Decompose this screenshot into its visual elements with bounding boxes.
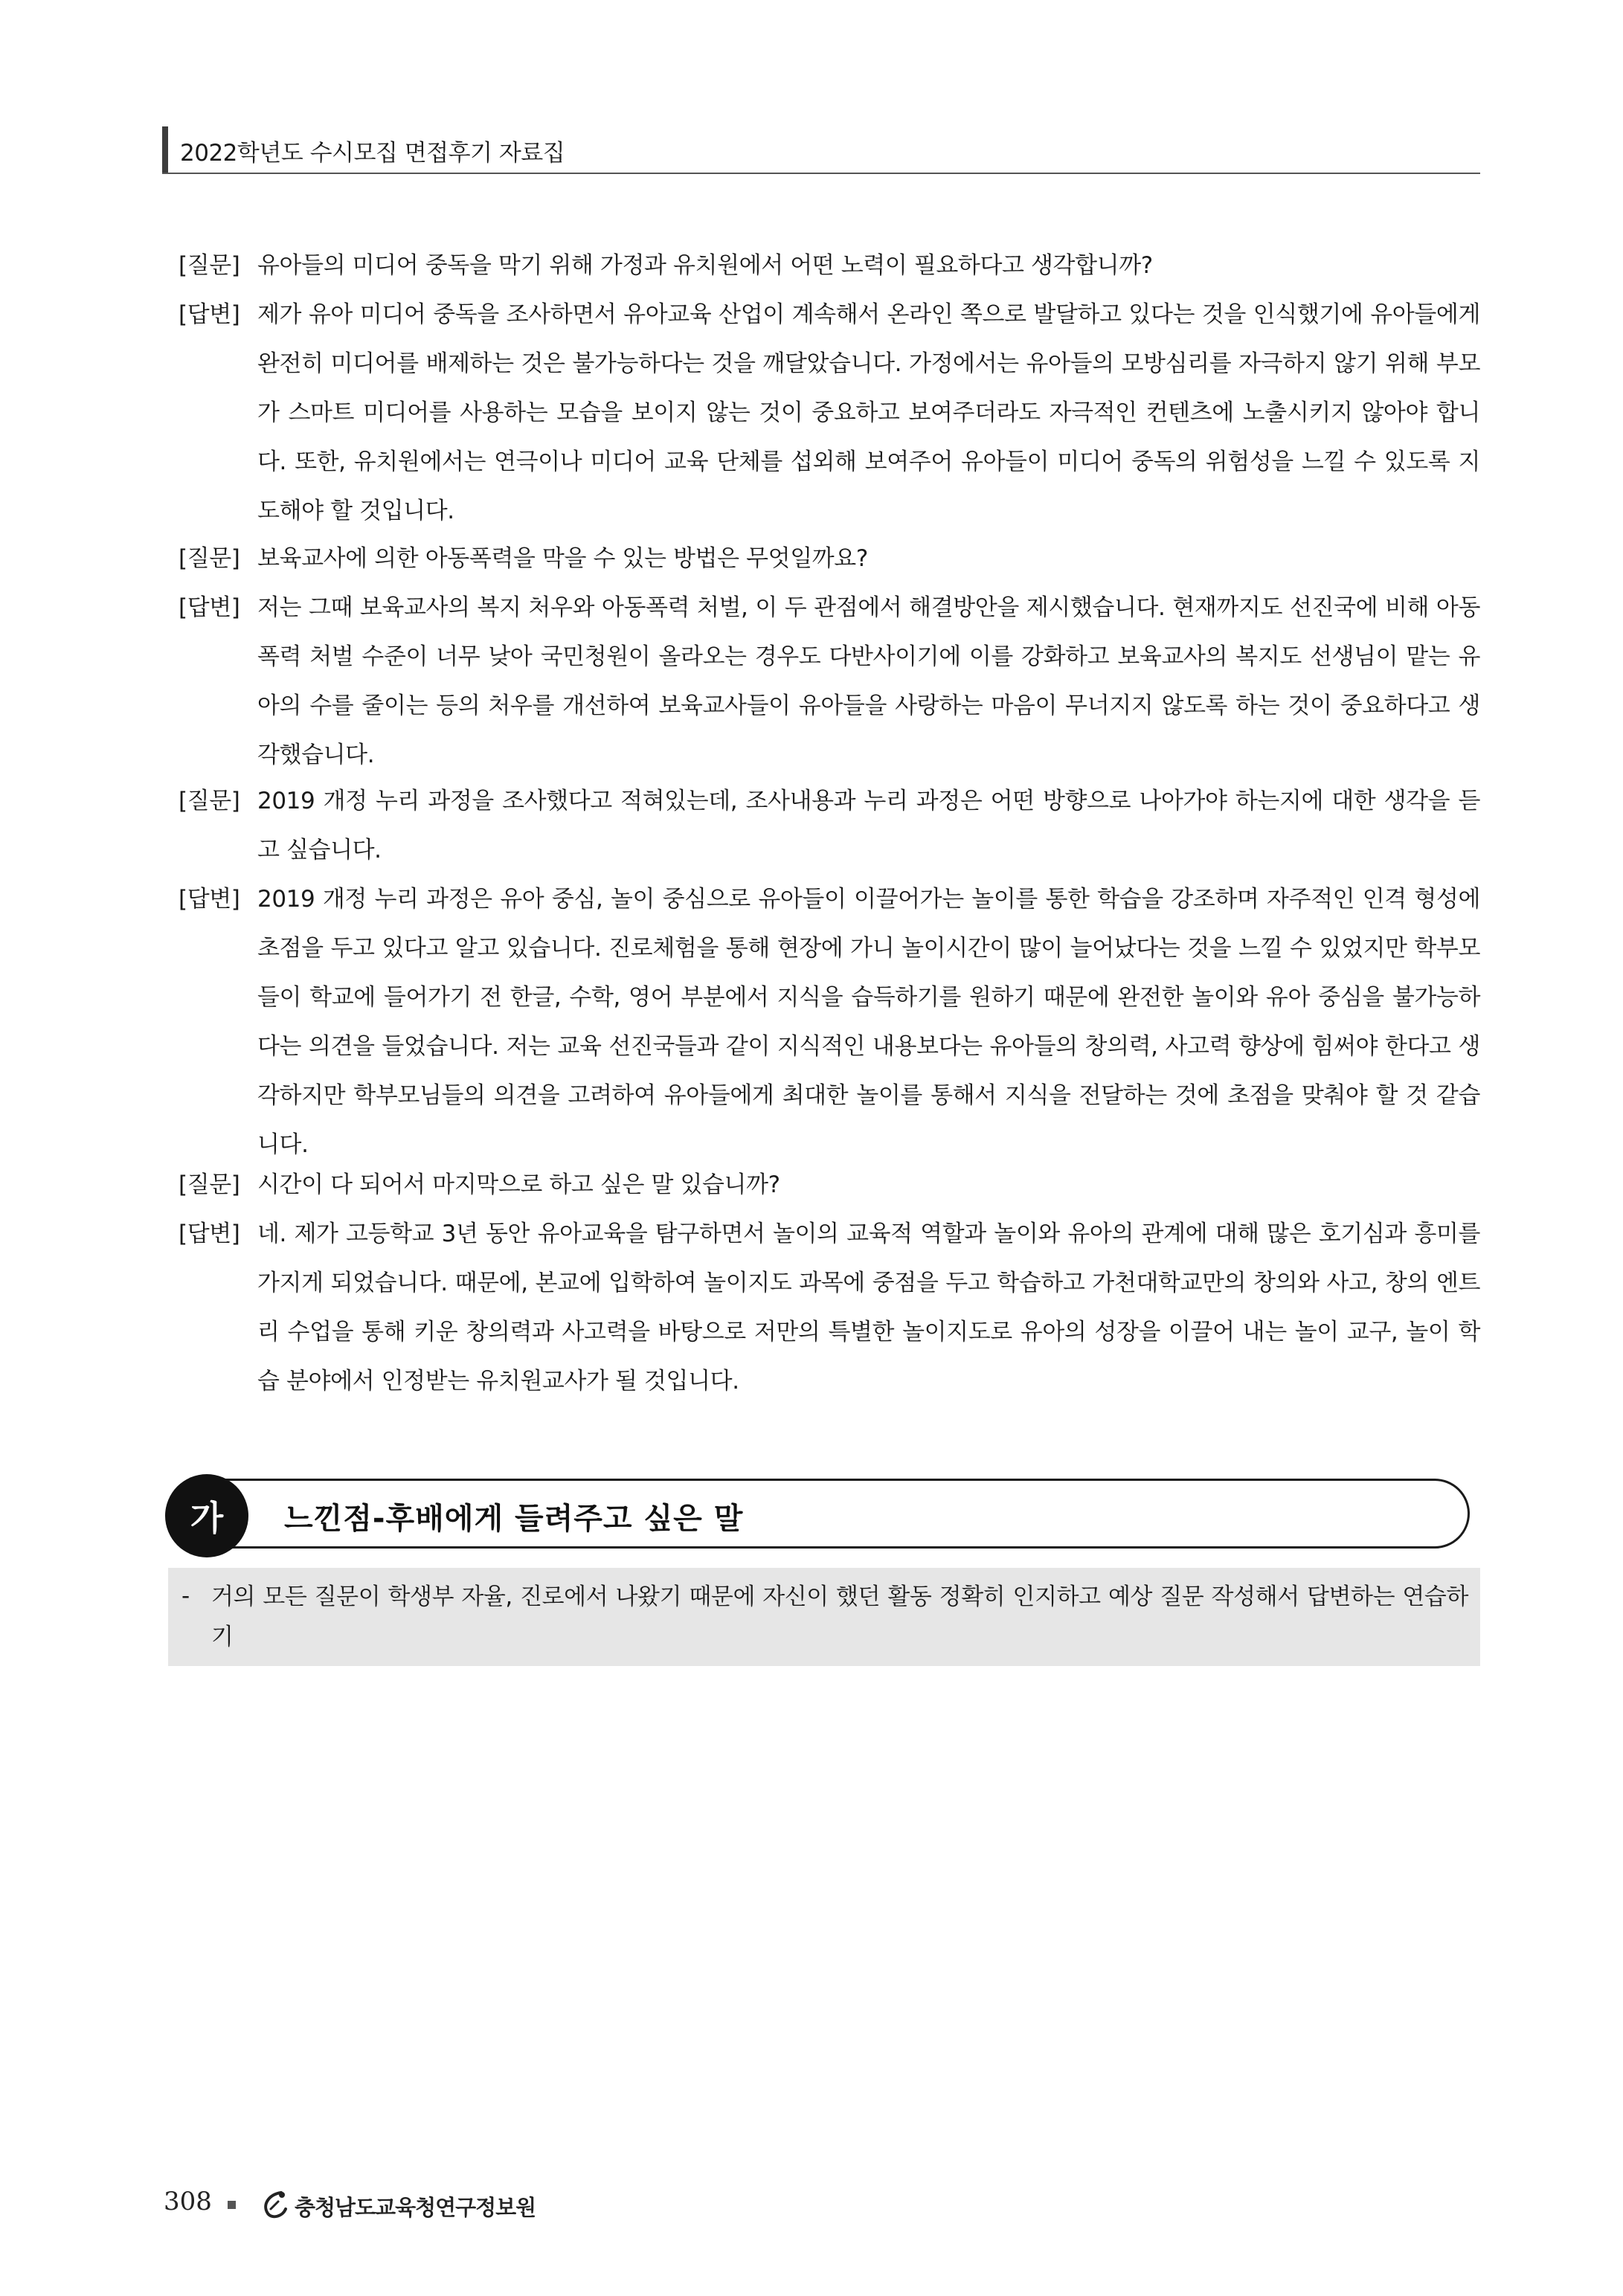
question [179, 241, 1480, 290]
header-title: 2022학년도 수시모집 면접후기 자료집 [180, 140, 565, 167]
page-number: 308 [164, 2187, 212, 2216]
question-tag: [질문] [179, 788, 240, 814]
question [179, 534, 1480, 583]
footer-separator [228, 2201, 236, 2209]
answer [179, 875, 1480, 1169]
org-name: 충청남도교육청연구정보원 [295, 2195, 536, 2220]
question [179, 776, 1480, 875]
section-icon-label: 가 [190, 1498, 224, 1538]
qa-item [179, 241, 1480, 536]
question-text: 시간이 다 되어서 마지막으로 하고 싶은 말 있습니까? [257, 1171, 780, 1198]
org-logo-icon [259, 2188, 292, 2221]
header-accent-bar [162, 126, 168, 173]
question [179, 1160, 1480, 1209]
answer-text: 저는 그때 보육교사의 복지 처우와 아동폭력 처벌, 이 두 관점에서 해결방안을 제시했습니다. 현재까지도 선진국에 비해 아동폭력 처벌 수준이 너무 낮아 국민청원이 올라오는 경우도 다반사이기에 이를 강화하고 보육교사의 복지도 선생님이 맡는 유아의 수를 줄이는 등의 처우를 개선하여 보육교사들이 유아들을 사랑하는 마음이 무너지지 않도록 하는 것이 중요하다고 생각했습니다. [257, 594, 1480, 768]
question-text: 보육교사에 의한 아동폭력을 막을 수 있는 방법은 무엇일까요? [257, 545, 868, 572]
advice-text: 거의 모든 질문이 학생부 자율, 진로에서 나왔기 때문에 자신이 했던 활동 정확히 인지하고 예상 질문 작성해서 답변하는 연습하기 [211, 1583, 1468, 1650]
advice-box [168, 1568, 1480, 1666]
question-tag: [질문] [179, 545, 240, 572]
section-title: 느낀점-후배에게 들려주고 싶은 말 [284, 1502, 744, 1536]
question-text: 유아들의 미디어 중독을 막기 위해 가정과 유치원에서 어떤 노력이 필요하다고 생각합니까? [257, 252, 1153, 279]
answer-tag: [답변] [179, 301, 240, 328]
section-heading [165, 1474, 1473, 1557]
page-header [162, 126, 1480, 174]
answer-text: 네. 제가 고등학교 3년 동안 유아교육을 탐구하면서 놀이의 교육적 역할과 놀이와 유아의 관계에 대해 많은 호기심과 흥미를 가지게 되었습니다. 때문에, 본교에 입학하여 놀이지도 과목에 중점을 두고 학습하고 가천대학교만의 창의와 사고, 창의 엔트리 수업을 통해 키운 창의력과 사고력을 바탕으로 저만의 특별한 놀이지도로 유아의 성장을 이끌어 내는 놀이 교구, 놀이 학습 분야에서 인정받는 유치원교사가 될 것입니다. [257, 1221, 1480, 1395]
question-tag: [질문] [179, 1171, 240, 1198]
header-rule [162, 173, 1480, 174]
qa-item [179, 534, 1480, 779]
question-tag: [질문] [179, 252, 240, 279]
answer [179, 583, 1480, 779]
qa-item [179, 1160, 1480, 1406]
answer-tag: [답변] [179, 886, 240, 913]
question-text: 2019 개정 누리 과정을 조사했다고 적혀있는데, 조사내용과 누리 과정은 어떤 방향으로 나아가야 하는지에 대한 생각을 듣고 싶습니다. [257, 788, 1480, 864]
answer-text: 2019 개정 누리 과정은 유아 중심, 놀이 중심으로 유아들이 이끌어가는 놀이를 통한 학습을 강조하며 자주적인 인격 형성에 초점을 두고 있다고 알고 있습니다. 진로체험을 통해 현장에 가니 놀이시간이 많이 늘어났다는 것을 느낄 수 있었지만 학부모들이 학교에 들어가기 전 한글, 수학, 영어 부분에서 지식을 습득하기를 원하기 때문에 완전한 놀이와 유아 중심을 불가능하다는 의견을 들었습니다. 저는 교육 선진국들과 같이 지식적인 내용보다는 유아들의 창의력, 사고력 향상에 힘써야 한다고 생각하지만 학부모님들의 의견을 고려하여 유아들에게 최대한 놀이를 통해서 지식을 전달하는 것에 초점을 맞춰야 할 것 같습니다. [257, 886, 1480, 1158]
bullet-dash: - [181, 1583, 190, 1610]
answer-tag: [답변] [179, 1221, 240, 1247]
answer-tag: [답변] [179, 594, 240, 621]
answer-text: 제가 유아 미디어 중독을 조사하면서 유아교육 산업이 계속해서 온라인 쪽으로 발달하고 있다는 것을 인식했기에 유아들에게 완전히 미디어를 배제하는 것은 불가능하다는 것을 깨달았습니다. 가정에서는 유아들의 모방심리를 자극하지 않기 위해 부모가 스마트 미디어를 사용하는 모습을 보이지 않는 것이 중요하고 보여주더라도 자극적인 컨텐츠에 노출시키지 않아야 합니다. 또한, 유치원에서는 연극이나 미디어 교육 단체를 섭외해 보여주어 유아들이 미디어 중독의 위험성을 느낄 수 있도록 지도해야 할 것입니다. [257, 301, 1480, 524]
qa-item [179, 776, 1480, 1169]
page-footer [164, 2187, 610, 2222]
section-letter-icon [165, 1474, 248, 1557]
answer [179, 1209, 1480, 1406]
answer [179, 290, 1480, 536]
